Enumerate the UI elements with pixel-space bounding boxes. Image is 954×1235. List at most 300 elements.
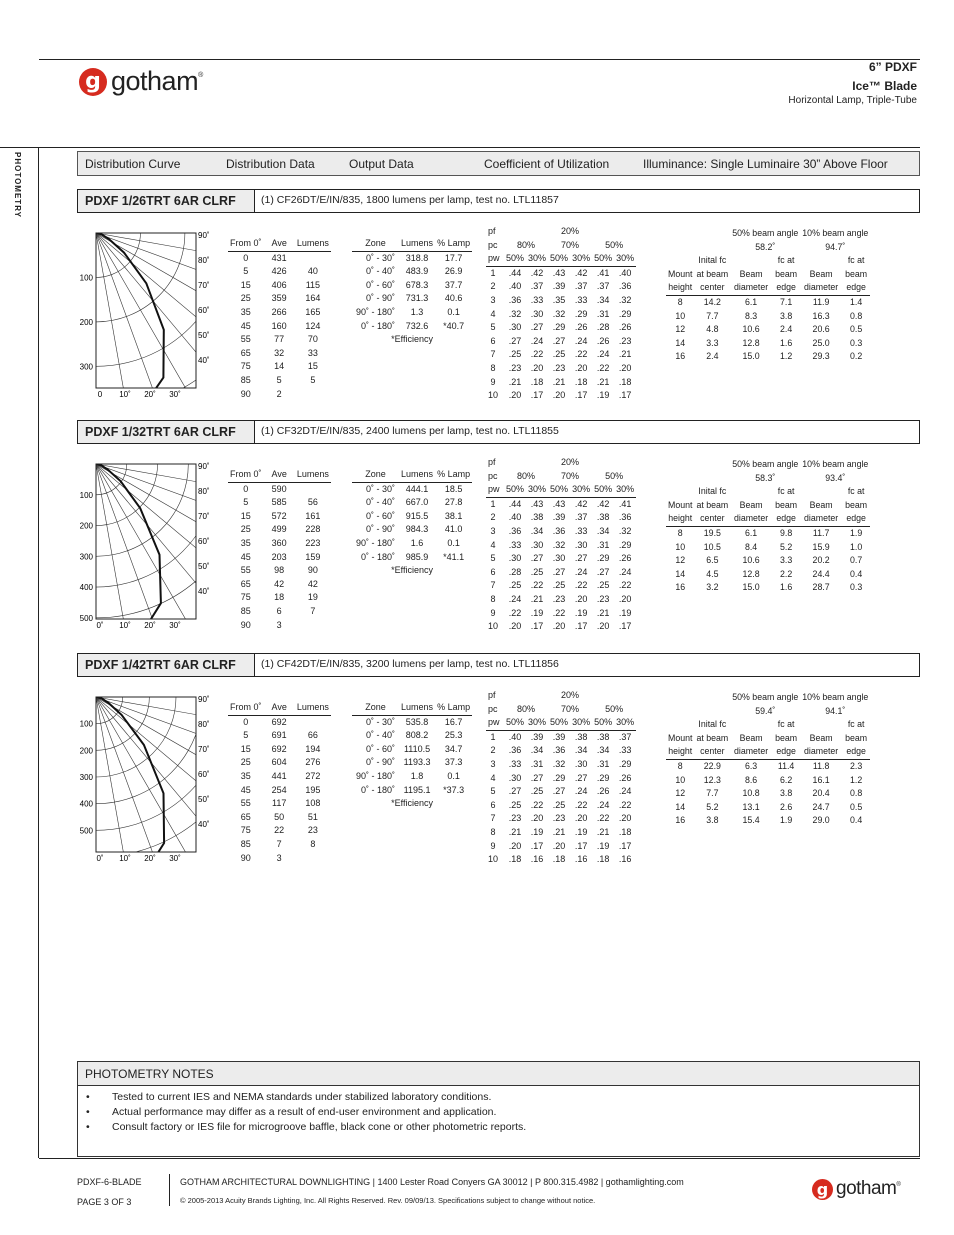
section-lamp-desc: (1) CF32DT/E/IN/835, 2400 lumens per lamp, test no. LTL11855 [254,420,920,444]
table-cell: .38 [530,512,544,523]
x-tick-label: 30˚ [169,621,181,630]
table-cell: 7 [490,349,496,360]
table-row [352,292,472,306]
table-row [228,292,331,306]
pc-group: 70% [561,239,580,250]
distribution-data-table [228,468,331,632]
table-row [352,743,472,757]
table-cell: .22 [618,580,632,591]
table-cell: 0.1 [447,306,460,317]
table-cell: 0.8 [850,788,863,799]
table-cell: 42 [307,578,318,589]
table-cell: .19 [574,826,588,837]
pw-sub: 50% [504,483,526,497]
pw-sub: 50% [548,716,570,730]
table-row [228,306,331,320]
table-cell: 12.8 [742,568,760,579]
table-cell: 3.3 [706,337,719,348]
table-cell: .16 [618,854,632,865]
table-cell: .44 [508,498,522,509]
table-row [666,568,870,582]
table-cell: .28 [596,322,610,333]
beam50-value: 58.2˚ [755,241,776,252]
pw-sub: 30% [614,716,636,730]
grid-ring [70,693,176,777]
table-cell: .23 [596,593,610,604]
beam50-label: 50% beam angle [732,459,799,469]
table-row [486,348,636,362]
table-cell: 16.7 [444,716,463,727]
table-cell: .25 [552,799,566,810]
pw-label: pw [486,483,504,497]
beam10-label: 10% beam angle [802,692,869,702]
table-cell: .42 [530,267,544,278]
col-header: Ave [264,468,295,482]
table-cell: .40 [508,731,522,742]
table-cell: 0˚ - 180˚ [361,320,396,331]
table-cell: 18.5 [444,483,463,494]
table-cell: 16 [675,582,686,593]
table-cell: .20 [552,390,566,401]
sidebar-label: PHOTOMETRY [13,152,22,219]
radial-tick-label: 200 [79,746,93,756]
pc-label: pc [488,703,498,714]
table-row [486,566,636,580]
table-cell: 483.9 [405,266,429,277]
table-row [666,581,870,595]
table-row [228,551,331,565]
table-cell: 0 [243,716,249,727]
table-cell: .20 [618,813,632,824]
table-cell: 90˚ - 180˚ [356,770,396,781]
table-cell: 6 [490,566,496,577]
table-cell: .34 [596,525,610,536]
table-cell: 8.6 [744,774,758,785]
table-row [228,784,331,798]
distribution-curve-chart [70,229,220,404]
table-cell: 7 [490,813,496,824]
table-cell: 915.5 [405,510,429,521]
table-cell: .27 [596,566,610,577]
table-cell: 7.7 [706,310,719,321]
table-cell: 161 [305,510,321,521]
table-row [666,801,870,815]
angle-tick-label: 50˚ [198,562,210,571]
col-header: Zone [352,701,399,715]
table-cell [295,388,331,402]
nav-cu: Coefficient of Utilization [484,157,610,171]
table-cell: 572 [271,510,287,521]
table-cell: 65 [240,578,251,589]
table-cell: .25 [508,580,522,591]
table-row [228,591,331,605]
table-cell: 12 [675,555,686,566]
table-cell: .20 [508,621,522,632]
table-cell: .17 [530,840,544,851]
table-cell: 272 [305,770,321,781]
table-cell: .17 [574,840,588,851]
table-cell: 8 [677,760,683,771]
table-cell: .24 [618,786,632,797]
table-cell: 0.5 [850,801,863,812]
table-cell: 16.3 [812,310,830,321]
col-header: From 0˚ [228,701,264,715]
table-cell: 678.3 [405,279,429,290]
gotham-logo: g gotham ® [79,66,203,97]
table-cell: .32 [618,294,632,305]
table-cell: .23 [552,362,566,373]
table-cell: 5 [243,730,249,741]
table-cell: .22 [596,813,610,824]
table-cell: 20.4 [812,788,830,799]
table-cell: 32 [274,347,285,358]
table-cell: 7 [490,580,496,591]
grid-ring [70,460,188,556]
table-row [486,799,636,813]
x-tick-label: 20˚ [144,390,156,399]
table-cell: .20 [552,840,566,851]
table-cell: 441 [271,770,287,781]
table-cell: .32 [552,539,566,550]
beam50-value: 58.3˚ [755,472,776,483]
cu-table [486,456,636,634]
table-row [352,523,472,537]
x-tick-label: 10˚ [119,854,131,863]
table-cell: 90 [240,852,251,863]
table-cell: .27 [552,566,566,577]
radial-tick-label: 500 [79,613,93,623]
table-cell: 0 [243,483,249,494]
table-cell: .21 [508,826,522,837]
header-rule [39,59,920,60]
table-cell: 108 [305,798,321,809]
table-row [228,564,331,578]
table-cell: .41 [618,498,632,509]
table-cell: 0˚ - 30˚ [366,483,396,494]
table-cell: 0˚ - 60˚ [366,279,396,290]
col-header: % Lamp [435,468,472,482]
grid-radial [96,233,220,370]
table-cell: 0.7 [850,555,863,566]
table-cell: .19 [574,607,588,618]
table-row [352,482,472,496]
table-cell: .32 [618,525,632,536]
table-cell: 3.2 [706,582,719,593]
table-cell: 12.8 [742,337,760,348]
product-subtitle: Horizontal Lamp, Triple-Tube [788,95,917,106]
table-row [486,812,636,826]
table-cell: .29 [596,553,610,564]
table-cell: .36 [508,294,522,305]
x-tick-label: 30˚ [169,390,181,399]
table-cell: 3.8 [779,310,793,321]
table-cell: 318.8 [405,252,429,263]
table-cell: .19 [596,390,610,401]
beam50-value: 59.4˚ [755,705,776,716]
table-row [228,320,331,334]
table-cell: 0˚ - 40˚ [366,730,396,741]
pc-label: pc [488,239,498,250]
angle-tick-label: 40˚ [198,820,210,829]
table-cell: 5 [490,322,496,333]
table-row [352,510,472,524]
table-row [228,347,331,361]
candela-curve [96,464,161,635]
table-cell: 1.2 [779,351,793,362]
output-data-table [352,468,472,578]
table-cell: 0.5 [850,324,863,335]
grid-radial [96,697,165,868]
table-cell: 444.1 [405,483,429,494]
table-cell: .24 [574,786,588,797]
table-cell: .23 [508,362,522,373]
note-item: • Actual performance may differ as a result of end-user environment and application. [78,1105,919,1120]
table-cell: .22 [530,580,544,591]
table-row [486,280,636,294]
table-cell: 7 [310,605,316,616]
table-row [352,251,472,265]
table-cell: 25 [240,293,251,304]
table-cell: .25 [552,580,566,591]
table-cell: 6 [276,605,282,616]
table-cell: 50 [274,811,285,822]
table-cell: .33 [508,539,522,550]
pf-label: pf [488,226,496,236]
table-row [228,360,331,374]
table-cell: 1.6 [410,537,424,548]
table-cell: 56 [307,497,318,508]
table-cell: .18 [596,854,610,865]
table-cell: .29 [574,308,588,319]
table-cell: .20 [574,362,588,373]
radial-tick-label: 300 [79,773,93,782]
table-cell: .21 [596,376,610,387]
table-cell: 7 [276,838,282,849]
col-header: Zone [352,468,399,482]
table-cell: .27 [530,322,544,333]
table-cell: .44 [508,267,522,278]
table-row [486,294,636,308]
table-cell: 1.2 [850,774,863,785]
angle-tick-label: 90˚ [198,462,210,471]
table-cell: .25 [530,786,544,797]
table-cell: .27 [552,786,566,797]
pc-group: 50% [605,239,624,250]
table-cell: *37.3 [443,784,465,795]
table-cell: 194 [305,743,321,754]
table-cell: 16.1 [812,774,830,785]
table-cell: 1.9 [850,527,863,538]
pw-sub: 30% [526,483,548,497]
table-cell: .34 [530,745,544,756]
table-cell: 40 [307,266,318,277]
pw-sub: 30% [614,252,636,266]
doc-code: PDXF-6-BLADE [77,1177,142,1187]
table-cell: .29 [552,322,566,333]
table-cell: .24 [596,799,610,810]
table-cell: .30 [508,772,522,783]
table-cell: .31 [596,539,610,550]
table-cell: .25 [552,349,566,360]
table-row [228,482,331,496]
table-cell: .21 [596,607,610,618]
table-cell: 15.0 [742,351,760,362]
table-cell: 65 [240,347,251,358]
table-cell: .43 [552,498,566,509]
company-info: GOTHAM ARCHITECTURAL DOWNLIGHTING | 1400 Lester Road Conyers GA 30012 | P 800.315.4982 | gothamlighting.com [180,1177,684,1187]
table-cell: 9.8 [779,527,793,538]
table-cell: .29 [596,772,610,783]
table-cell: 11.7 [812,527,830,538]
table-cell: 37.7 [444,279,463,290]
table-cell: .25 [596,580,610,591]
table-cell: *41.1 [443,551,465,562]
table-cell: 2.6 [779,801,793,812]
table-cell: 2 [490,281,496,292]
table-cell: .33 [574,525,588,536]
table-row [228,824,331,838]
table-cell: 6 [490,335,496,346]
table-row [486,758,636,772]
table-row [228,496,331,510]
table-cell: 23 [307,825,318,836]
output-data-table [352,701,472,811]
page-number: PAGE 3 OF 3 [77,1197,132,1207]
beam10-label: 10% beam angle [802,228,869,238]
section-lamp-desc: (1) CF42DT/E/IN/835, 3200 lumens per lamp, test no. LTL11856 [254,653,920,677]
table-cell: 34.7 [444,743,463,754]
note-item: • Consult factory or IES file for microgroove baffle, black cone or other photometric reports. [78,1120,919,1135]
table-cell: .31 [530,758,544,769]
table-cell: .17 [530,621,544,632]
table-cell: 75 [240,592,251,603]
table-cell: .22 [618,799,632,810]
radial-tick-label: 200 [79,521,93,531]
table-cell: 8 [490,593,496,604]
pw-sub: 50% [592,716,614,730]
table-row [352,551,472,565]
table-cell: .22 [530,799,544,810]
table-cell: 160 [271,320,287,331]
table-cell: 13.1 [742,801,760,812]
table-cell: .26 [574,322,588,333]
pw-sub: 50% [592,483,614,497]
table-cell: 75 [240,825,251,836]
x-tick-label: 20˚ [144,621,156,630]
radial-tick-label: 400 [79,583,93,593]
footer-logo: g gotham ® [812,1178,901,1200]
product-title: 6” PDXF [868,60,917,74]
table-cell: .18 [552,854,566,865]
table-row [486,362,636,376]
output-data-table [352,237,472,347]
table-cell: 10 [675,774,686,785]
section-title: PDXF 1/32TRT 6AR CLRF [77,420,255,444]
pf-label: pf [488,457,496,467]
table-cell: .18 [508,854,522,865]
table-cell: 692 [271,743,287,754]
table-cell: .22 [574,799,588,810]
table-cell: 0˚ - 40˚ [366,497,396,508]
table-cell: 35 [240,770,251,781]
table-cell: .31 [596,758,610,769]
table-row [486,840,636,854]
beam50-label: 50% beam angle [732,692,799,702]
distribution-data-table [228,237,331,401]
table-cell: .20 [618,593,632,604]
table-cell: 65 [240,811,251,822]
table-cell: .38 [574,731,588,742]
table-cell: 15 [240,743,251,754]
pw-sub: 50% [548,483,570,497]
table-cell: .39 [552,512,566,523]
table-cell: 14 [675,568,686,579]
table-cell: 0˚ - 60˚ [366,510,396,521]
table-cell: .23 [552,593,566,604]
table-cell: 14 [675,801,686,812]
table-cell: 2.3 [850,760,863,771]
angle-tick-label: 80˚ [198,487,210,496]
table-cell: 731.3 [405,293,429,304]
table-cell: .43 [530,498,544,509]
grid-ring [70,229,220,366]
table-cell: 6.3 [744,760,758,771]
table-cell: .36 [618,512,632,523]
table-cell: 8 [677,296,683,307]
table-cell: 77 [274,334,285,345]
table-cell: .33 [530,294,544,305]
table-cell: 8 [677,527,683,538]
table-cell: 203 [271,551,287,562]
table-cell: 15.0 [742,582,760,593]
table-cell: .26 [596,786,610,797]
table-cell: 0˚ - 90˚ [366,757,396,768]
x-tick-label: 30˚ [169,854,181,863]
table-cell: 124 [305,320,321,331]
table-cell: .29 [552,772,566,783]
table-row [666,295,870,309]
col-header: Lumens [399,237,435,251]
beam10-value: 93.4˚ [825,472,846,483]
table-row [486,730,636,744]
table-cell: .43 [552,267,566,278]
table-cell: .21 [618,349,632,360]
table-cell: 25.3 [444,730,463,741]
table-cell: 5 [243,497,249,508]
table-cell: 4.5 [706,568,719,579]
angle-tick-label: 90˚ [198,231,210,240]
table-cell: .25 [508,349,522,360]
table-cell: .27 [530,772,544,783]
table-cell: .23 [552,813,566,824]
table-cell: .24 [574,335,588,346]
table-row [352,306,472,320]
illuminance-table: 50% beam angle 10% beam angle 59.4˚ 94.1˚ Inital fc fc at fc at Mount at beam Beam beam Beam beam height center diameter edge diameter edge 8 22.9 6.3 11.4 11.8 2.3 10 12.3 8.6 6.2 16.1 1.2 12 7.7 10.8 3.8 20.4 0.8 14 5.2 13.1 2.6 24.7 0.5 16 3.8 15.4 1.9 29.0 0.4 [666,691,870,828]
table-cell: 11.4 [777,760,795,771]
table-cell: .26 [596,335,610,346]
table-cell: .39 [552,731,566,742]
table-row [228,743,331,757]
table-cell: .20 [552,621,566,632]
table-cell: .42 [596,498,610,509]
table-row [486,321,636,335]
table-cell: .18 [618,376,632,387]
candela-curve [96,697,164,868]
table-row [228,619,331,633]
table-cell: 20.2 [812,555,830,566]
table-cell: .33 [618,745,632,756]
col-header: Lumens [399,468,435,482]
